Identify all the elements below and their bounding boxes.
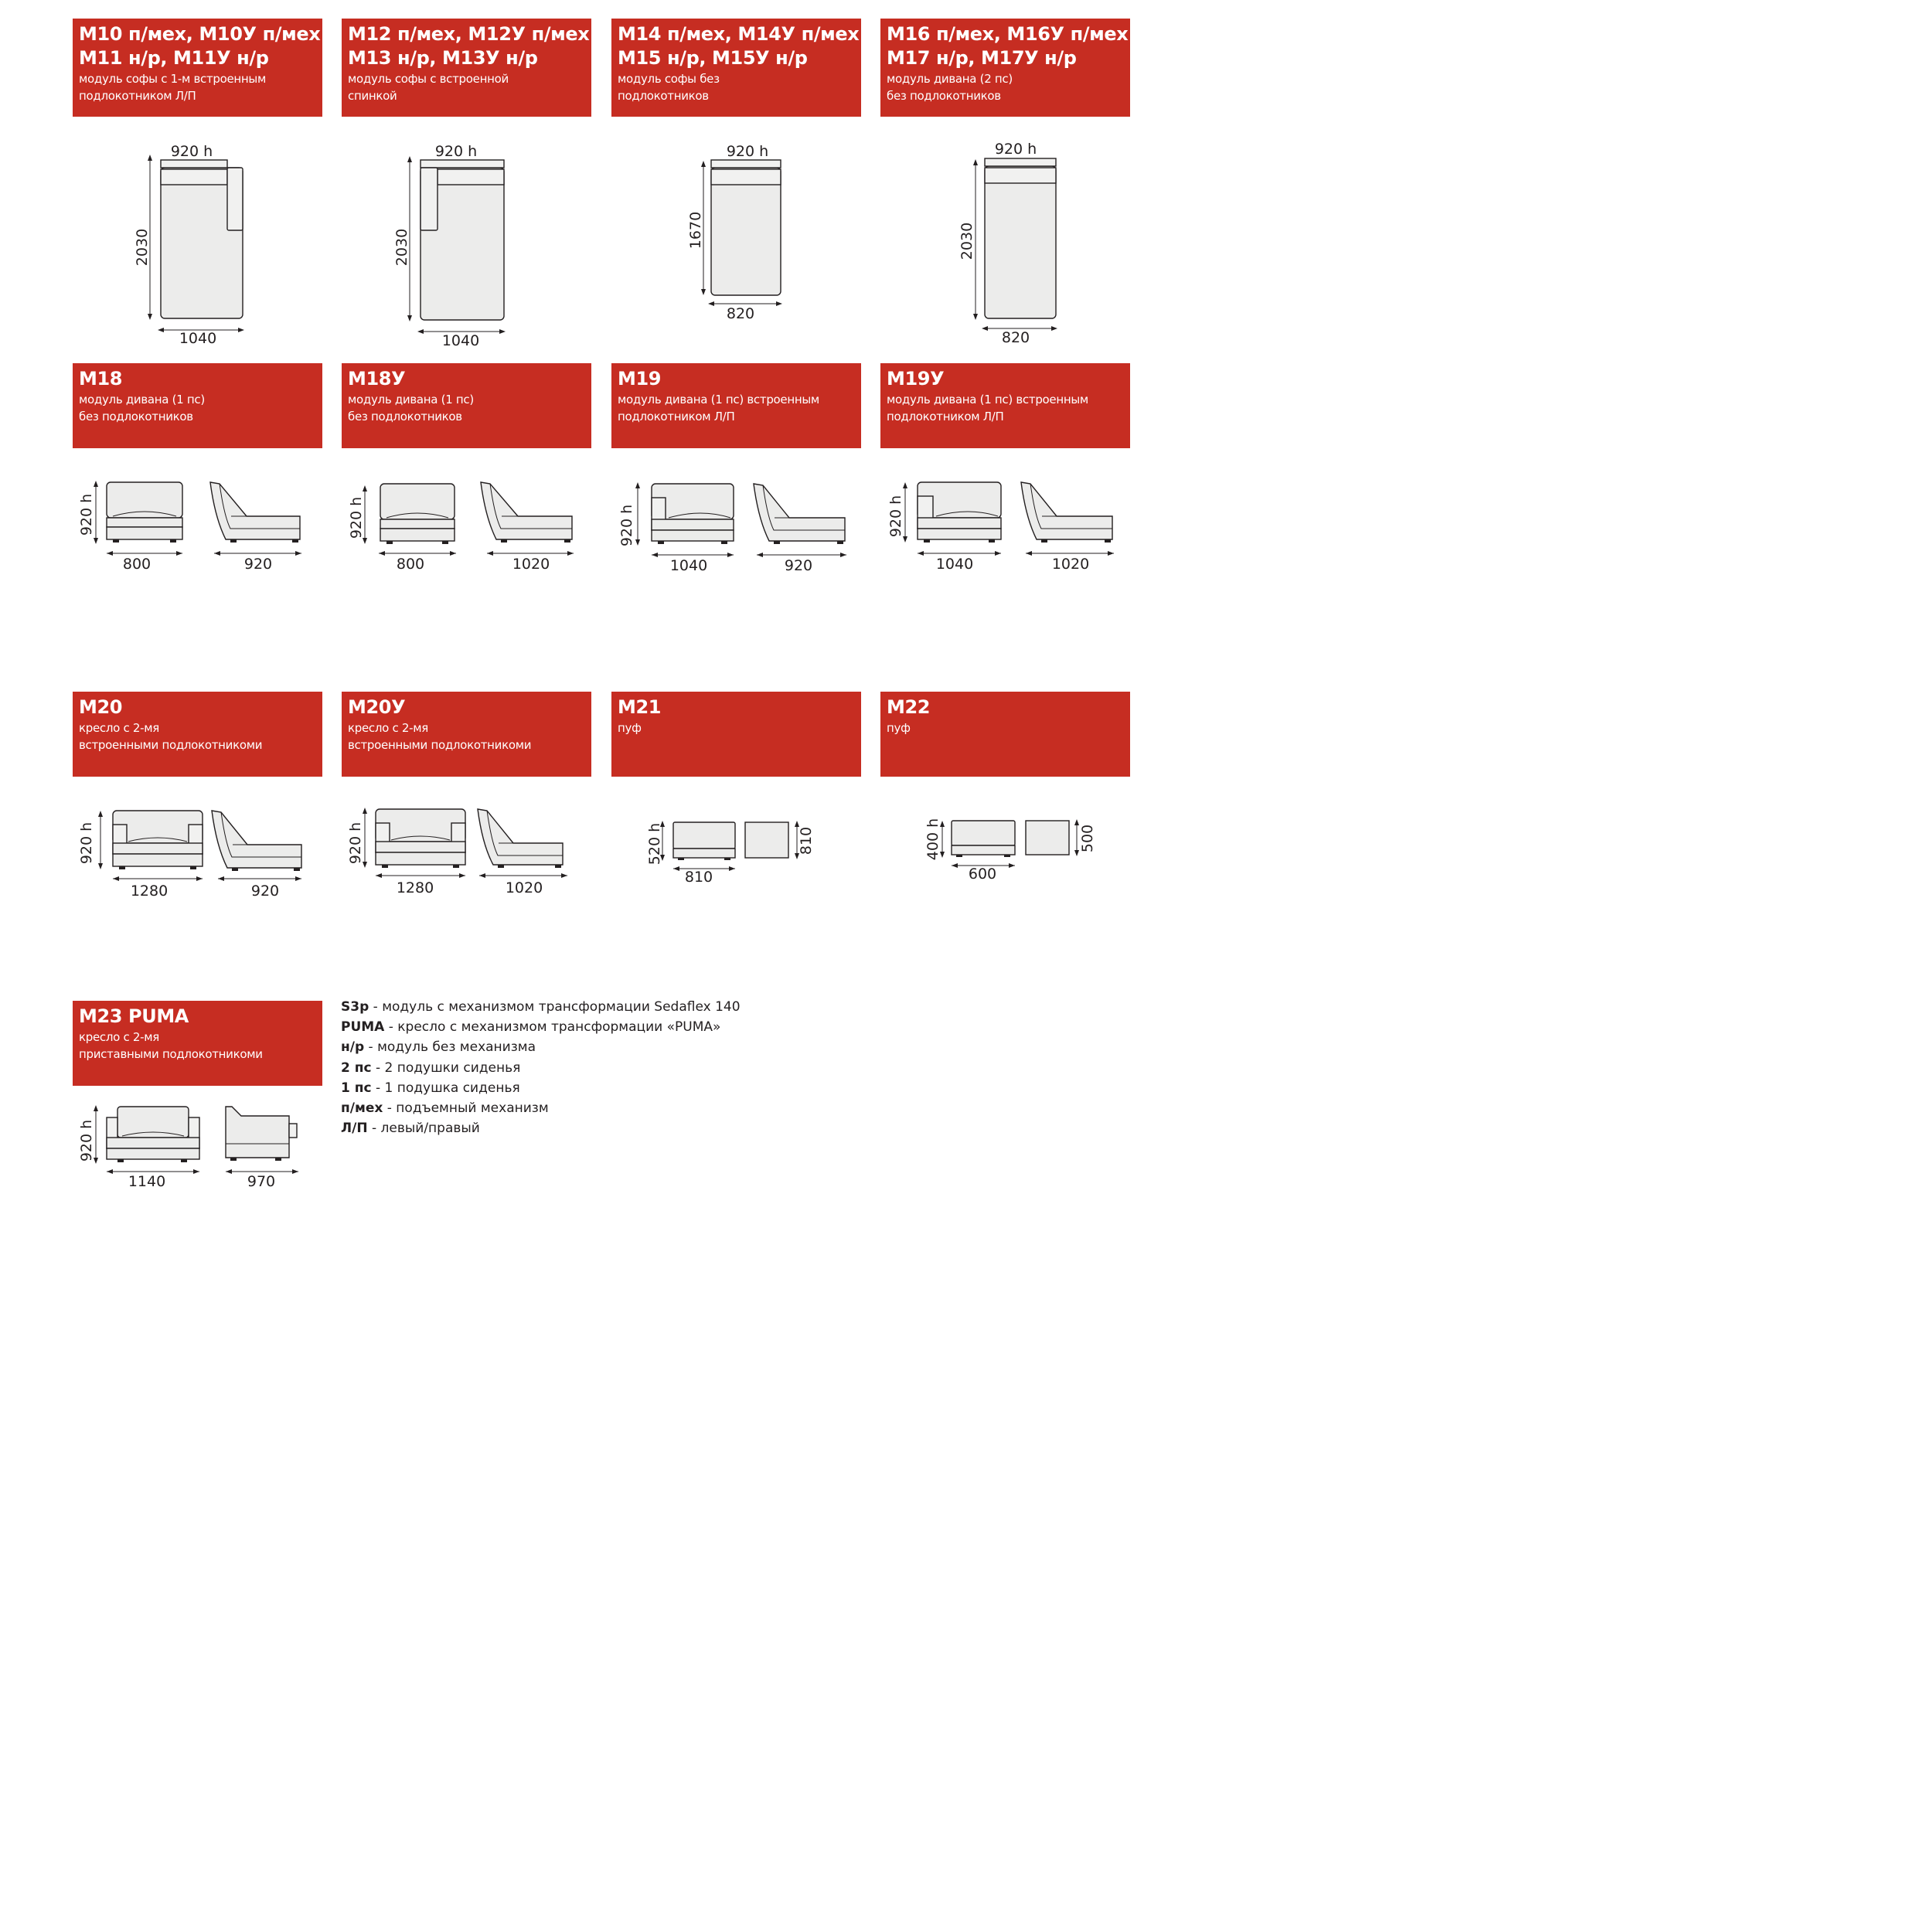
module-description: модуль софы без xyxy=(618,72,720,86)
dim-height: 920 h xyxy=(347,821,364,865)
arrow-head xyxy=(407,315,412,321)
views-drawing-m19u xyxy=(880,471,1128,580)
backrest xyxy=(985,168,1056,183)
side-view xyxy=(481,482,572,543)
front-view xyxy=(113,811,203,869)
module-description: кресло с 2-мя xyxy=(79,1030,160,1044)
module-description: пуф xyxy=(887,721,911,735)
module-title: М19У xyxy=(887,368,945,389)
backrest xyxy=(711,169,781,185)
dim-width: 810 xyxy=(684,869,713,886)
module-description: модуль дивана (1 пс) xyxy=(348,393,474,406)
module-description: модуль софы с встроенной xyxy=(348,72,509,86)
module-description: модуль дивана (2 пс) xyxy=(887,72,1013,86)
module-header-m18 xyxy=(73,363,322,448)
dim-height: 920 h xyxy=(78,821,95,865)
legend-key: S3p xyxy=(341,999,369,1015)
arrow-head xyxy=(973,159,978,165)
legend-item xyxy=(341,1037,741,1057)
module-header-m20u xyxy=(342,692,591,777)
dim-side: 2030 xyxy=(134,228,151,267)
module-description: подлокотником Л/П xyxy=(79,89,196,103)
dim-height: 520 h xyxy=(646,822,663,866)
views-drawing-m23 xyxy=(73,1097,320,1206)
legend-text: - подъемный механизм xyxy=(383,1100,549,1117)
arrow-head xyxy=(148,155,152,161)
module-title: М20У xyxy=(348,696,406,718)
side-back xyxy=(421,168,438,230)
dim-height: 400 h xyxy=(924,818,941,861)
dim-height: 920 h xyxy=(618,504,635,547)
arrow-head xyxy=(701,289,706,295)
front-view xyxy=(673,822,735,860)
module-title: М14 п/мех, М14У п/мех xyxy=(618,23,860,45)
module-description: подлокотником Л/П xyxy=(887,410,1004,423)
dim-bottom: 1040 xyxy=(441,332,480,349)
arrow-head xyxy=(776,301,782,306)
dim-height: 920 h xyxy=(887,495,904,538)
module-description: модуль дивана (1 пс) встроенным xyxy=(887,393,1088,406)
module-header-m23 xyxy=(73,1001,322,1086)
module-description: модуль дивана (1 пс) xyxy=(79,393,205,406)
legend xyxy=(341,997,741,1138)
dim-side: 2030 xyxy=(393,228,410,267)
legend-item xyxy=(341,1098,741,1118)
module-header-m22 xyxy=(880,692,1130,777)
module-description: без подлокотников xyxy=(887,89,1001,103)
module-description: подлокотников xyxy=(618,89,709,103)
legend-text: - модуль без механизма xyxy=(364,1039,536,1056)
side-view xyxy=(210,482,300,543)
front-view xyxy=(376,809,465,868)
module-title: М18У xyxy=(348,368,406,389)
module-header-m14 xyxy=(611,19,861,117)
module-description: кресло с 2-мя xyxy=(79,721,160,735)
module-description: модуль дивана (1 пс) встроенным xyxy=(618,393,819,406)
dim-width: 1040 xyxy=(669,557,708,574)
side-view xyxy=(754,484,845,544)
legend-text: - левый/правый xyxy=(367,1121,480,1137)
dim-depth: 970 xyxy=(247,1173,276,1190)
legend-item xyxy=(341,1017,741,1037)
module-description: модуль софы с 1-м встроенным xyxy=(79,72,266,86)
dim-height: 920 h xyxy=(78,493,95,536)
front-view xyxy=(652,484,734,544)
plan-drawing-m10 xyxy=(124,139,278,352)
views-drawing-m22 xyxy=(880,810,1128,895)
legend-text: - 2 подушки сиденья xyxy=(371,1060,521,1076)
dim-top: 920 h xyxy=(434,143,478,160)
arrow-head xyxy=(407,156,412,162)
legend-key: 2 пс xyxy=(341,1060,372,1076)
dim-depth: 920 xyxy=(250,883,280,900)
dim-width: 1280 xyxy=(130,883,169,900)
side-view xyxy=(1021,482,1112,543)
arrow-head xyxy=(708,301,714,306)
dim-width: 1140 xyxy=(128,1173,166,1190)
legend-key: п/мех xyxy=(341,1100,383,1117)
dim-width: 1280 xyxy=(396,879,434,896)
module-description: приставными подлокотникоми xyxy=(79,1047,263,1061)
dim-width: 800 xyxy=(396,556,425,573)
module-header-m19 xyxy=(611,363,861,448)
dim-top: 920 h xyxy=(170,143,213,160)
module-title: М17 н/р, М17У н/р xyxy=(887,47,1077,69)
arrow-head xyxy=(238,328,244,332)
front-view xyxy=(107,482,182,543)
side-view xyxy=(226,1107,297,1161)
dim-height: 920 h xyxy=(78,1119,95,1162)
legend-key: PUMA xyxy=(341,1019,385,1036)
dim-width: 800 xyxy=(122,556,152,573)
module-title: М22 xyxy=(887,696,931,718)
front-view xyxy=(380,484,455,544)
views-drawing-m19 xyxy=(611,471,859,580)
module-title: М11 н/р, М11У н/р xyxy=(79,47,269,69)
plan-drawing-m12 xyxy=(385,141,540,353)
module-header-m21 xyxy=(611,692,861,777)
arrow-head xyxy=(417,329,424,334)
views-drawing-m21 xyxy=(611,811,859,896)
legend-key: 1 пс xyxy=(341,1080,372,1096)
module-description: без подлокотников xyxy=(79,410,193,423)
legend-item xyxy=(341,1118,741,1138)
module-description: без подлокотников xyxy=(348,410,462,423)
dim-depth: 1020 xyxy=(512,556,550,573)
side-view xyxy=(212,811,301,871)
front-view xyxy=(918,482,1001,543)
legend-text: - кресло с механизмом трансформации «PUMA» xyxy=(384,1019,721,1036)
dim-depth: 1020 xyxy=(1051,556,1090,573)
module-title: М19 xyxy=(618,368,662,389)
dim-bottom: 820 xyxy=(726,305,755,322)
arrow-head xyxy=(158,328,164,332)
legend-item xyxy=(341,997,741,1017)
module-title: М15 н/р, М15У н/р xyxy=(618,47,808,69)
views-drawing-m18 xyxy=(73,471,320,580)
dim-depth: 920 xyxy=(784,557,813,574)
arrow-head xyxy=(973,314,978,320)
module-title: М10 п/мех, М10У п/мех xyxy=(79,23,321,45)
module-title: М16 п/мех, М16У п/мех xyxy=(887,23,1129,45)
arrow-head xyxy=(499,329,506,334)
backrest-top xyxy=(421,160,504,168)
module-description: встроенными подлокотникоми xyxy=(348,738,532,752)
dim-width: 600 xyxy=(968,866,997,883)
module-header-m10 xyxy=(73,19,322,117)
views-drawing-m18u xyxy=(342,471,589,580)
armrest xyxy=(227,168,243,230)
module-title: М13 н/р, М13У н/р xyxy=(348,47,538,69)
dim-bottom: 820 xyxy=(1001,329,1030,346)
side-view xyxy=(478,809,563,868)
seat-body xyxy=(711,168,781,295)
backrest xyxy=(161,169,227,185)
arrow-head xyxy=(1051,326,1057,331)
legend-item xyxy=(341,1078,741,1098)
views-drawing-m20u xyxy=(342,800,589,908)
arrow-head xyxy=(148,314,152,320)
module-header-m20 xyxy=(73,692,322,777)
module-header-m12 xyxy=(342,19,591,117)
module-description: подлокотником Л/П xyxy=(618,410,735,423)
legend-key: н/р xyxy=(341,1039,365,1056)
dim-side: 2030 xyxy=(958,222,976,260)
module-title: М12 п/мех, М12У п/мех xyxy=(348,23,590,45)
dim-bottom: 1040 xyxy=(179,330,217,347)
backrest xyxy=(438,169,504,185)
dim-height: 920 h xyxy=(348,496,365,539)
dim-top: 920 h xyxy=(726,143,769,160)
dim-depth: 500 xyxy=(1079,824,1096,853)
seat-body xyxy=(985,166,1056,318)
legend-text: - 1 подушка сиденья xyxy=(371,1080,520,1096)
plan-drawing-m16 xyxy=(951,138,1074,350)
dim-depth: 1020 xyxy=(505,879,543,896)
module-title: М23 PUMA xyxy=(79,1005,189,1027)
module-title: М20 xyxy=(79,696,123,718)
arrow-head xyxy=(701,161,706,167)
backrest-top xyxy=(161,160,227,168)
module-description: кресло с 2-мя xyxy=(348,721,429,735)
module-title: М21 xyxy=(618,696,662,718)
legend-text: - модуль с механизмом трансформации Sedaflex 140 xyxy=(369,999,741,1015)
backrest-top xyxy=(985,158,1056,166)
arrow-head xyxy=(982,326,988,331)
dim-depth: 920 xyxy=(243,556,273,573)
plan-drawing-m14 xyxy=(680,139,804,325)
module-description: спинкой xyxy=(348,89,397,103)
front-view xyxy=(952,821,1015,857)
module-description: встроенными подлокотникоми xyxy=(79,738,263,752)
backrest-top xyxy=(711,160,781,168)
module-header-m19u xyxy=(880,363,1130,448)
top-view xyxy=(745,822,788,858)
module-title: М18 xyxy=(79,368,123,389)
legend-item xyxy=(341,1058,741,1078)
dim-top: 920 h xyxy=(994,141,1037,158)
module-header-m16 xyxy=(880,19,1130,117)
dim-side: 1670 xyxy=(687,211,704,250)
views-drawing-m20 xyxy=(73,800,320,908)
module-description: пуф xyxy=(618,721,642,735)
dim-width: 1040 xyxy=(935,556,974,573)
dim-depth: 810 xyxy=(798,826,815,855)
module-header-m18u xyxy=(342,363,591,448)
legend-key: Л/П xyxy=(341,1121,368,1137)
top-view xyxy=(1026,821,1069,855)
front-view xyxy=(107,1107,199,1162)
